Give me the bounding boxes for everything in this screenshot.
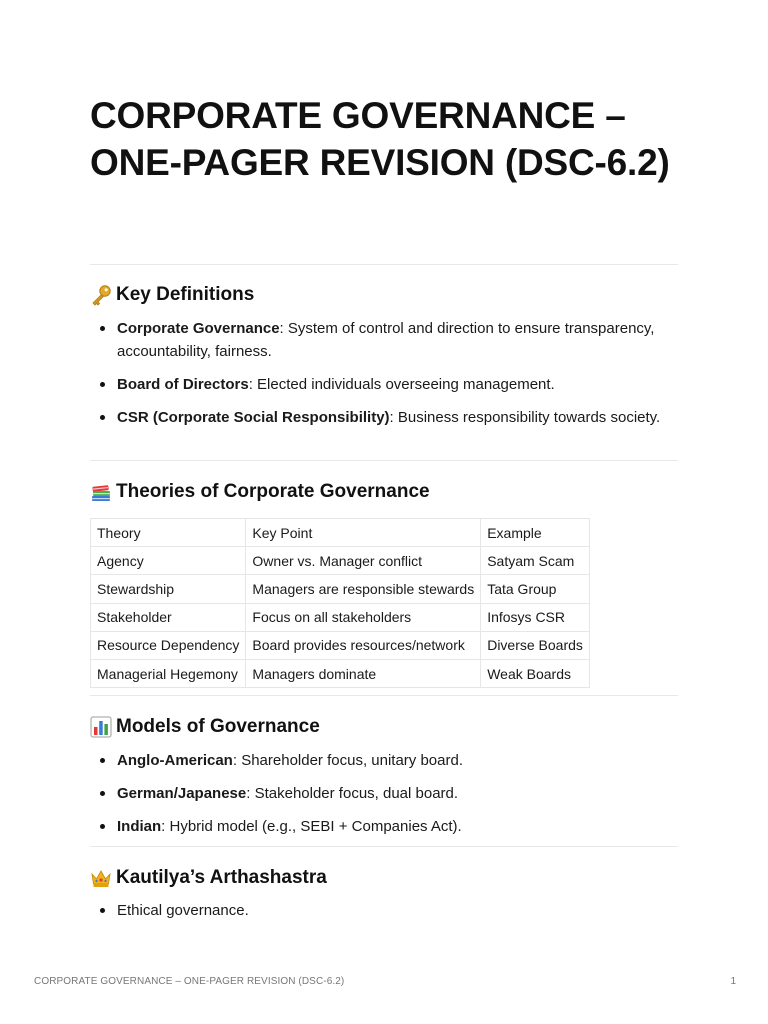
model-term: Anglo-American	[117, 752, 233, 769]
table-cell: Infosys CSR	[481, 603, 590, 631]
section-heading-key-definitions	[90, 283, 254, 307]
table-cell: Weak Boards	[481, 659, 590, 687]
list-item	[90, 815, 678, 838]
definition-text: : System of control and direction to ensure transparency, accountability, fairness.	[117, 320, 655, 360]
table-header-cell: Key Point	[246, 519, 481, 547]
section-divider	[90, 264, 678, 265]
table-cell: Diverse Boards	[481, 631, 590, 659]
table-cell: Owner vs. Manager conflict	[246, 547, 481, 575]
section-divider	[90, 846, 678, 847]
crown-icon	[90, 867, 112, 889]
table-cell: Agency	[91, 547, 246, 575]
table-header-cell: Example	[481, 519, 590, 547]
table-cell: Tata Group	[481, 575, 590, 603]
table-cell: Focus on all stakeholders	[246, 603, 481, 631]
list-item	[90, 899, 678, 922]
model-text: : Stakeholder focus, dual board.	[246, 785, 459, 802]
definition-term: Board of Directors	[117, 376, 249, 393]
section-divider	[90, 460, 678, 461]
list-item	[90, 373, 678, 396]
list-item	[90, 406, 678, 429]
list-item-text: Ethical governance.	[117, 902, 249, 919]
list-item	[90, 317, 678, 363]
section-heading-theories	[90, 480, 430, 504]
books-icon	[90, 481, 112, 503]
definitions-list	[90, 317, 678, 429]
definition-text: : Business responsibility towards society.	[389, 409, 661, 426]
section-heading-kautilya	[90, 866, 327, 890]
table-header-row	[91, 519, 590, 547]
footer-page-number: 1	[730, 976, 736, 987]
table-cell: Managers dominate	[246, 659, 481, 687]
section-heading-text: Models of Governance	[116, 716, 320, 737]
table-cell: Board provides resources/network	[246, 631, 481, 659]
key-icon	[90, 284, 112, 306]
table-cell: Stewardship	[91, 575, 246, 603]
models-list	[90, 749, 678, 838]
kautilya-list	[90, 899, 678, 922]
table-cell: Satyam Scam	[481, 547, 590, 575]
list-item	[90, 782, 678, 805]
section-heading-text: Key Definitions	[116, 284, 255, 305]
section-heading-text: Kautilya’s Arthashastra	[116, 867, 327, 888]
list-item	[90, 749, 678, 772]
table-row	[91, 547, 590, 575]
table-row	[91, 603, 590, 631]
definition-term: CSR (Corporate Social Responsibility)	[117, 409, 390, 426]
model-term: German/Japanese	[117, 785, 247, 802]
section-divider	[90, 695, 678, 696]
footer-running-title: CORPORATE GOVERNANCE – ONE-PAGER REVISION (DSC-6.2)	[34, 976, 345, 987]
model-term: Indian	[117, 818, 162, 835]
theories-table	[90, 518, 590, 688]
table-row	[91, 631, 590, 659]
table-row	[91, 659, 590, 687]
table-cell: Managers are responsible stewards	[246, 575, 481, 603]
table-header-cell: Theory	[91, 519, 246, 547]
model-text: : Shareholder focus, unitary board.	[232, 752, 463, 769]
definition-term: Corporate Governance	[117, 320, 280, 337]
bar-chart-icon	[90, 716, 112, 738]
page-title: CORPORATE GOVERNANCE – ONE-PAGER REVISION (DSC-6.2)	[90, 95, 670, 183]
definition-text: : Elected individuals overseeing management.	[248, 376, 555, 393]
table-cell: Resource Dependency	[91, 631, 246, 659]
table-cell: Managerial Hegemony	[91, 659, 246, 687]
table-cell: Stakeholder	[91, 603, 246, 631]
section-heading-text: Theories of Corporate Governance	[116, 481, 430, 502]
model-text: : Hybrid model (e.g., SEBI + Companies Act).	[161, 818, 462, 835]
section-heading-models	[90, 715, 320, 739]
table-row	[91, 575, 590, 603]
